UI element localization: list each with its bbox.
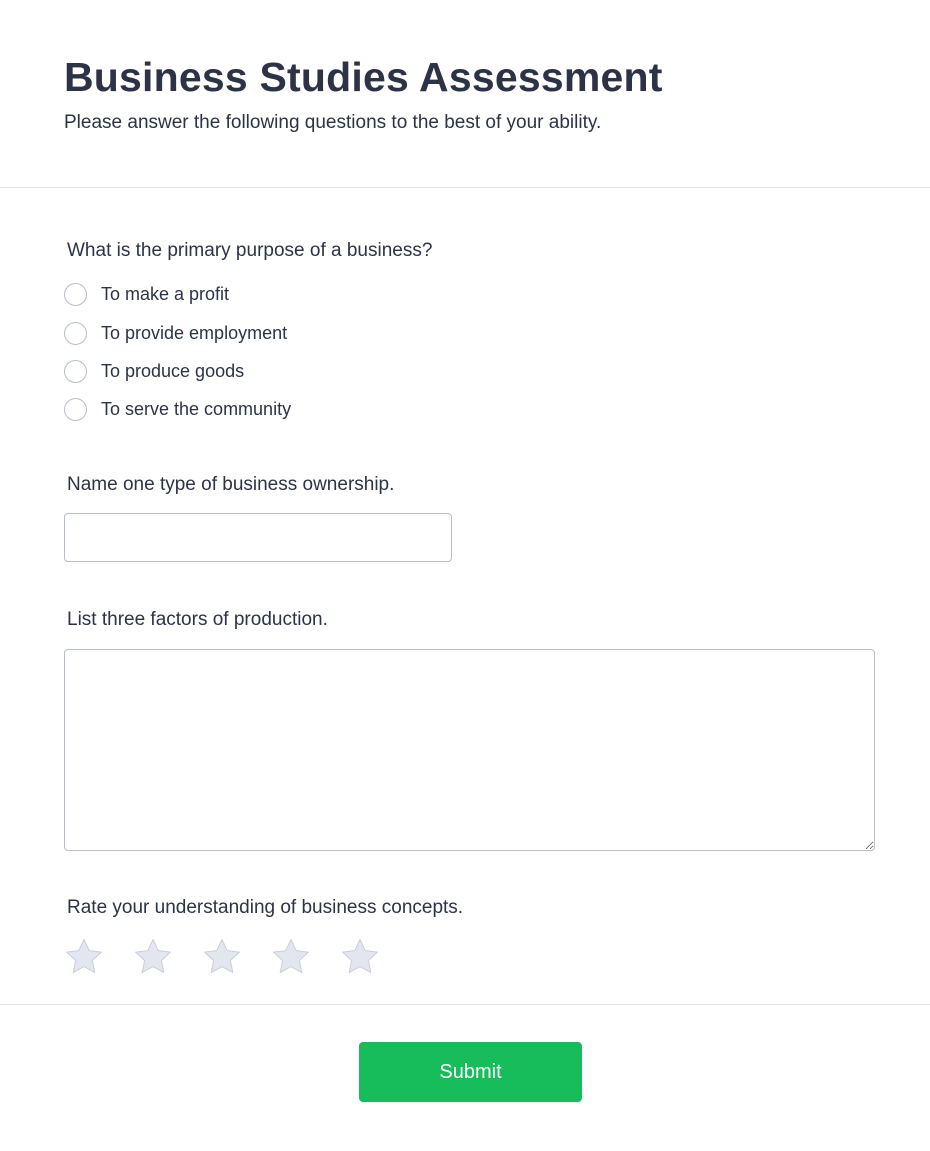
- star-icon[interactable]: [271, 937, 311, 977]
- star-icon[interactable]: [133, 937, 173, 977]
- radio-circle-icon[interactable]: [64, 283, 87, 306]
- radio-option-label: To serve the community: [101, 399, 292, 419]
- star-icon[interactable]: [64, 937, 104, 977]
- radio-option-label: To provide employment: [101, 323, 288, 343]
- star-icon[interactable]: [340, 937, 380, 977]
- radio-option-produce-goods[interactable]: [64, 358, 244, 384]
- radio-option-provide-employment[interactable]: [64, 320, 287, 346]
- radio-option-serve-community[interactable]: [64, 396, 291, 422]
- form-header: [0, 0, 930, 188]
- form-title: Business Studies Assessment: [64, 54, 663, 100]
- production-factors-textarea[interactable]: [64, 649, 875, 851]
- question-4-label: Rate your understanding of business concepts.: [67, 897, 464, 918]
- ownership-type-input[interactable]: [64, 513, 452, 562]
- radio-option-label: To make a profit: [101, 284, 230, 304]
- submit-button[interactable]: Submit: [359, 1042, 582, 1102]
- radio-circle-icon[interactable]: [64, 398, 87, 421]
- radio-option-make-profit[interactable]: [64, 281, 229, 307]
- star-icon[interactable]: [202, 937, 242, 977]
- radio-circle-icon[interactable]: [64, 322, 87, 345]
- radio-circle-icon[interactable]: [64, 360, 87, 383]
- question-3-label: List three factors of production.: [67, 609, 328, 630]
- question-1-label: What is the primary purpose of a business?: [67, 240, 433, 261]
- radio-option-label: To produce goods: [101, 361, 245, 381]
- form-subtitle: Please answer the following questions to the best of your ability.: [64, 112, 602, 133]
- question-2-label: Name one type of business ownership.: [67, 474, 395, 495]
